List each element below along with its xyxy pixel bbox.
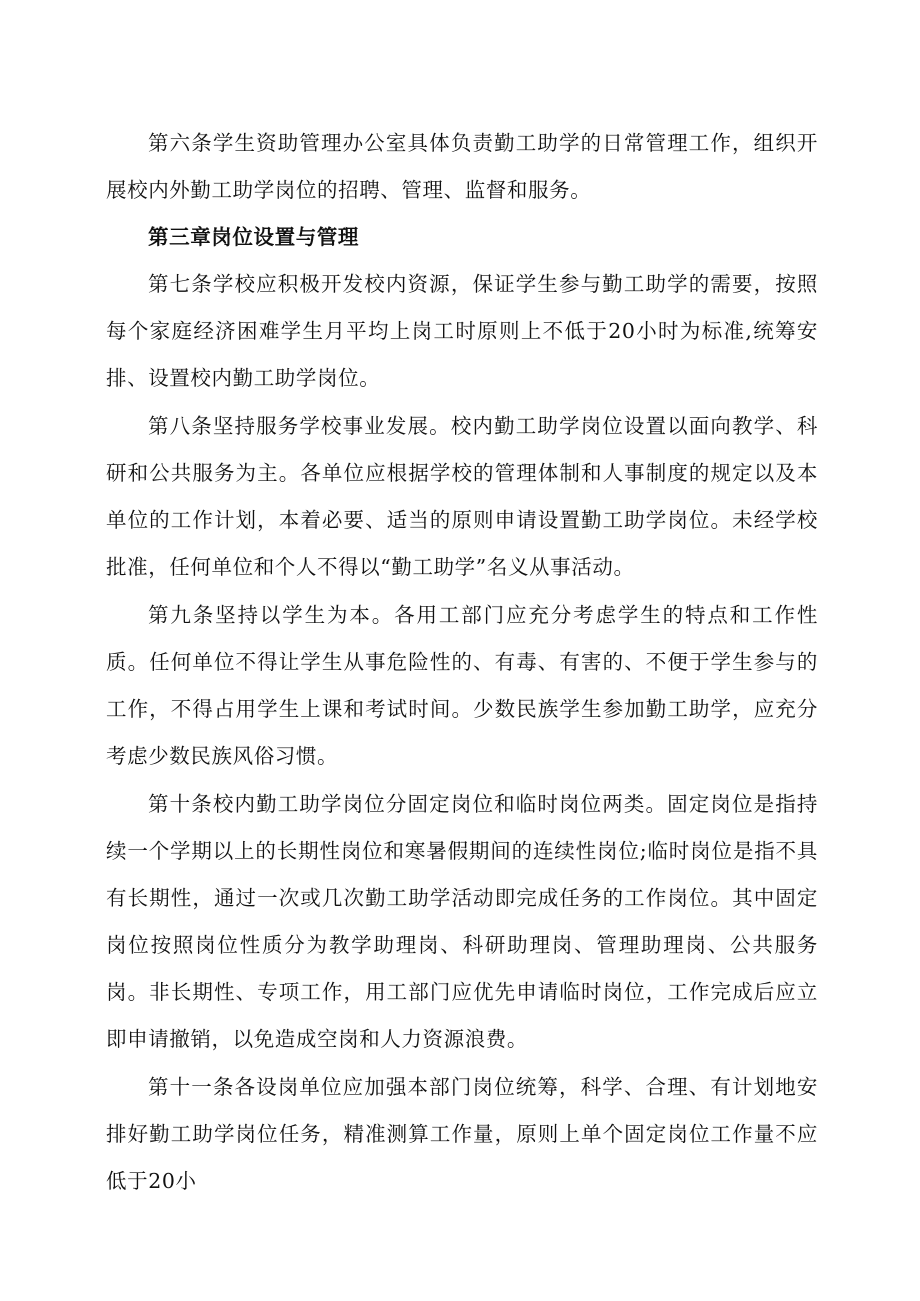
article-6-paragraph: 第六条学生资助管理办公室具体负责勤工助学的日常管理工作，组织开展校内外勤工助学岗位的招聘、管理、监督和服务。 [106,131,818,202]
article-11-paragraph: 第十一条各设岗单位应加强本部门岗位统筹，科学、合理、有计划地安排好勤工助学岗位任务，精准测算工作量，原则上单个固定岗位工作量不应低于20小 [106,1075,818,1193]
chapter-3-heading: 第三章岗位设置与管理 [148,225,359,249]
article-7-paragraph: 第七条学校应积极开发校内资源，保证学生参与勤工助学的需要，按照每个家庭经济困难学生月平均上岗工时原则上不低于20小时为标准,统筹安排、设置校内勤工助学岗位。 [106,272,818,390]
document-page [106,120,818,1205]
article-10-paragraph: 第十条校内勤工助学岗位分固定岗位和临时岗位两类。固定岗位是指持续一个学期以上的长期性岗位和寒暑假期间的连续性岗位;临时岗位是指不具有长期性，通过一次或几次勤工助学活动即完成任务的工作岗位。其中固定岗位按照岗位性质分为教学助理岗、科研助理岗、管理助理岗、公共服务岗。非长期性、专项工作，用工部门应优先申请临时岗位，工作完成后应立即申请撤销，以免造成空岗和人力资源浪费。 [106,792,818,1051]
article-9-paragraph: 第九条坚持以学生为本。各用工部门应充分考虑学生的特点和工作性质。任何单位不得让学生从事危险性的、有毒、有害的、不便于学生参与的工作，不得占用学生上课和考试时间。少数民族学生参加勤工助学，应充分考虑少数民族风俗习惯。 [106,603,818,768]
article-8-paragraph: 第八条坚持服务学校事业发展。校内勤工助学岗位设置以面向教学、科研和公共服务为主。各单位应根据学校的管理体制和人事制度的规定以及本单位的工作计划，本着必要、适当的原则申请设置勤工助学岗位。未经学校批准，任何单位和个人不得以“勤工助学”名义从事活动。 [106,414,818,579]
